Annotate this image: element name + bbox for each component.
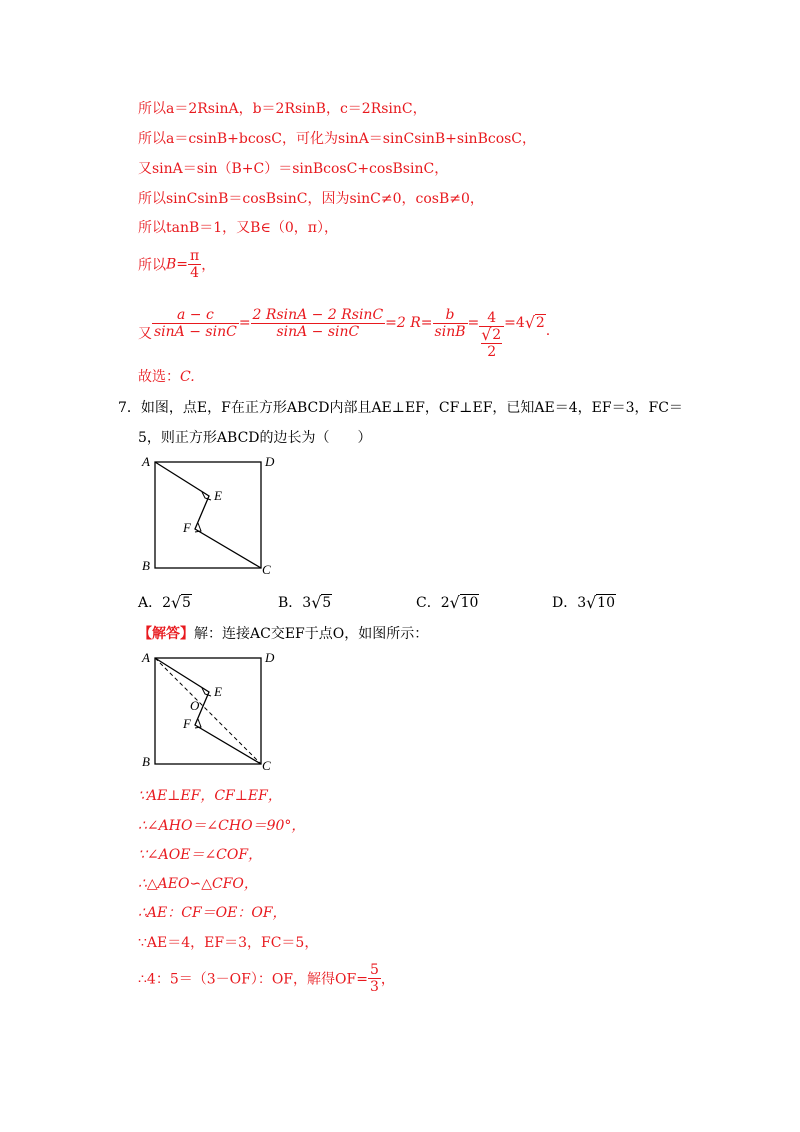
answer-intro: 解：连接AC交EF于点O，如图所示： <box>194 626 429 642</box>
square-abcd <box>155 462 261 568</box>
answer-step-6: ∵AE＝4，EF＝3，FC＝5， <box>138 935 319 951</box>
b-value-den: 4 <box>188 264 201 281</box>
line7-prefix: 又 <box>138 326 152 342</box>
label-c: C <box>262 562 271 577</box>
answer-step-2: ∴∠AHO＝∠CHO＝90°， <box>138 818 306 834</box>
eq-5: = <box>504 315 516 331</box>
answer-step-3: ∵∠AOE＝∠COF， <box>138 847 263 863</box>
fraction-4-num: 4 <box>487 310 497 326</box>
answer-last-suffix: ， <box>380 971 395 988</box>
option-b-coef: 3 <box>302 595 312 611</box>
b-value-fraction <box>188 248 201 281</box>
line6-suffix: ， <box>201 257 216 274</box>
question-text-1: 如图，点E，F在正方形ABCD内部且AE⊥EF，CF⊥EF，已知AE＝4，EF＝3，FC＝ <box>140 400 683 416</box>
option-c-rad: 10 <box>460 595 479 611</box>
fraction-1 <box>152 307 239 340</box>
answer-step-4: ∴△AEO∽△CFO， <box>138 876 258 892</box>
label-e-2: E <box>214 684 222 699</box>
sqrt-2: √ 2 <box>481 325 502 344</box>
eq-2: = <box>385 315 397 331</box>
choice-label: 故选： <box>138 369 180 385</box>
fraction-4-den <box>479 326 504 360</box>
line6-var: B <box>166 256 177 273</box>
option-a-label: A． <box>138 595 163 611</box>
label-b: B <box>142 558 150 573</box>
line6-prefix: 所以 <box>138 257 166 274</box>
option-d-sqrt: √ 10 <box>586 593 615 612</box>
of-fraction-num: 5 <box>369 962 379 978</box>
eq-1: = <box>238 315 251 331</box>
solution-line-1: 所以a＝2RsinA，b＝2RsinB，c＝2RsinC， <box>138 101 427 117</box>
result-coef: 4 <box>515 315 525 331</box>
answer-step-5: ∴AE：CF＝OE：OF， <box>138 905 287 921</box>
result-sqrt: √ 2 <box>524 313 545 332</box>
fraction-3-den: sinB <box>434 323 466 340</box>
label-d-2: D <box>265 650 275 665</box>
result-rad: 2 <box>535 315 545 331</box>
option-d-label: D． <box>552 595 578 611</box>
label-c-2: C <box>262 758 271 773</box>
label-b-2: B <box>142 754 150 769</box>
fraction-4 <box>479 310 504 360</box>
fraction-3 <box>433 307 468 340</box>
fraction-4-inner-den: 2 <box>481 343 502 360</box>
period: . <box>545 323 551 339</box>
of-fraction <box>368 962 381 995</box>
solution-line-4: 所以sinCsinB＝cosBsinC，因为sinC≠0，cosB≠0， <box>138 191 484 207</box>
label-f: F <box>183 520 191 535</box>
choice-value: C. <box>180 369 195 385</box>
option-d-coef: 3 <box>577 595 587 611</box>
option-d-rad: 10 <box>597 595 615 611</box>
eq-4: = <box>467 315 480 331</box>
solution-line-6 <box>138 248 215 281</box>
question-7-line-2: 5，则正方形ABCD的边长为（ ） <box>138 430 372 446</box>
question-figure <box>138 452 278 577</box>
label-d: D <box>265 454 275 469</box>
fraction-2-num: 2 RsinA − 2 RsinC <box>252 306 384 323</box>
fraction-3-num: b <box>445 306 455 323</box>
line6-eq: = <box>176 256 189 273</box>
option-a[interactable] <box>138 592 192 612</box>
solution-line-7 <box>138 298 551 360</box>
solution-line-3: 又sinA＝sin（B+C）＝sinBcosC+cosBsinC， <box>138 161 449 177</box>
answer-tag: 【解答】 <box>138 626 194 642</box>
question-7-line-1 <box>118 399 683 417</box>
option-c-sqrt: √ 10 <box>449 593 479 612</box>
answer-header <box>138 625 428 643</box>
path-a-e-f-c <box>155 462 261 568</box>
option-c[interactable] <box>416 592 479 612</box>
two-r: 2 R <box>396 315 421 331</box>
option-a-sqrt: √ 5 <box>171 593 191 612</box>
label-a-2: A <box>142 650 150 665</box>
label-e: E <box>214 488 222 503</box>
answer-last-line <box>138 962 395 995</box>
option-b-sqrt: √ 5 <box>311 593 332 612</box>
option-a-coef: 2 <box>162 595 172 611</box>
of-fraction-den: 3 <box>369 979 379 995</box>
answer-step-1: ∵AE⊥EF，CF⊥EF， <box>138 788 282 804</box>
b-value-num: π <box>190 248 200 264</box>
solution-line-5: 所以tanB＝1，又B∈（0，π）， <box>138 220 338 236</box>
answer-figure <box>138 648 278 773</box>
question-number: 7． <box>118 400 141 416</box>
option-c-label: C． <box>416 595 441 611</box>
label-a: A <box>142 454 150 469</box>
solution-line-2: 所以a＝csinB+bcosC，可化为sinA＝sinCsinB+sinBcosC， <box>138 131 537 147</box>
fraction-2-den: sinA − sinC <box>251 323 386 340</box>
option-d[interactable] <box>552 592 616 612</box>
choice-line <box>138 368 195 386</box>
diagonal-ac <box>155 658 261 764</box>
option-b[interactable] <box>278 592 332 612</box>
option-c-coef: 2 <box>440 595 450 611</box>
fraction-2 <box>251 307 386 340</box>
option-b-label: B． <box>278 595 303 611</box>
fraction-1-den: sinA − sinC <box>154 323 237 340</box>
fraction-1-num: a − c <box>176 306 214 323</box>
option-b-rad: 5 <box>322 595 332 611</box>
sqrt-2-value: 2 <box>492 327 502 343</box>
label-f-2: F <box>183 716 191 731</box>
label-o: O <box>190 698 200 713</box>
option-a-rad: 5 <box>182 595 191 611</box>
eq-3: = <box>420 315 433 331</box>
answer-last-prefix: ∴4：5＝（3－OF）：OF，解得OF= <box>138 971 368 988</box>
